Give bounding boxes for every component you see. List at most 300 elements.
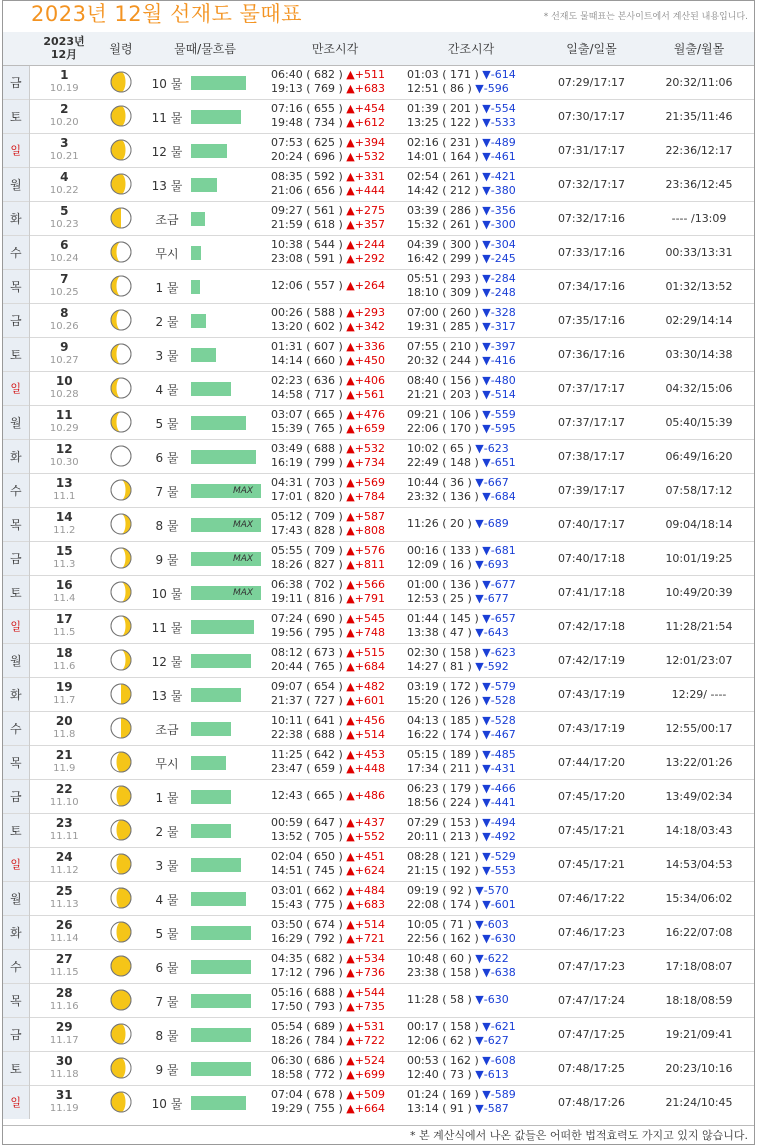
high-tide-delta: ▲+275 bbox=[346, 204, 385, 217]
low-tide-time: 18:10 ( 309 ) bbox=[407, 286, 479, 299]
tide-cell bbox=[143, 235, 267, 269]
low-tide-time: 14:01 ( 164 ) bbox=[407, 150, 479, 163]
low-tide-time: 03:19 ( 172 ) bbox=[407, 680, 479, 693]
high-tide-cell bbox=[267, 405, 403, 439]
high-tide-time: 19:13 ( 769 ) bbox=[271, 82, 343, 95]
low-tide-entry bbox=[407, 993, 539, 1007]
tide-cell bbox=[143, 99, 267, 133]
tide-table bbox=[3, 32, 754, 1119]
high-tide-entry bbox=[271, 374, 403, 388]
sunrise-sunset: 07:37/17:17 bbox=[539, 371, 644, 405]
low-tide-cell bbox=[403, 133, 539, 167]
high-tide-time: 00:59 ( 647 ) bbox=[271, 816, 343, 829]
low-tide-delta: ▼-284 bbox=[482, 272, 516, 285]
table-row bbox=[3, 711, 754, 745]
high-tide-time: 14:58 ( 717 ) bbox=[271, 388, 343, 401]
low-tide-delta: ▼-596 bbox=[475, 82, 509, 95]
flow-bar-track bbox=[191, 76, 263, 90]
low-tide-cell bbox=[403, 677, 539, 711]
low-tide-entry bbox=[407, 150, 539, 164]
moon-phase-cell bbox=[99, 643, 143, 677]
flow-bar-track bbox=[191, 518, 263, 532]
high-tide-entry bbox=[271, 68, 403, 82]
high-tide-entry bbox=[271, 918, 403, 932]
low-tide-time: 23:38 ( 158 ) bbox=[407, 966, 479, 979]
flow-bar bbox=[191, 926, 251, 940]
low-tide-delta: ▼-657 bbox=[482, 612, 516, 625]
day-number: 17 bbox=[55, 612, 73, 626]
header-sun: 일출/일몰 bbox=[539, 32, 644, 65]
lunar-date: 11.17 bbox=[49, 1035, 79, 1046]
day-of-week: 일 bbox=[3, 1085, 29, 1119]
high-tide-time: 07:53 ( 625 ) bbox=[271, 136, 343, 149]
day-of-week: 월 bbox=[3, 881, 29, 915]
high-tide-time: 13:20 ( 602 ) bbox=[271, 320, 343, 333]
tide-cell bbox=[143, 65, 267, 99]
flow-bar-track bbox=[191, 858, 263, 872]
moonrise-moonset: 21:35/11:46 bbox=[644, 99, 754, 133]
low-tide-cell bbox=[403, 881, 539, 915]
day-of-week: 월 bbox=[3, 643, 29, 677]
low-tide-delta: ▼-623 bbox=[482, 646, 516, 659]
high-tide-time: 16:29 ( 792 ) bbox=[271, 932, 343, 945]
high-tide-delta: ▲+453 bbox=[346, 748, 385, 761]
low-tide-delta: ▼-651 bbox=[482, 456, 516, 469]
high-tide-delta: ▲+576 bbox=[346, 544, 385, 557]
high-tide-time: 10:11 ( 641 ) bbox=[271, 714, 343, 727]
high-tide-delta: ▲+509 bbox=[346, 1088, 385, 1102]
high-tide-delta: ▲+544 bbox=[346, 986, 385, 999]
flow-bar-track bbox=[191, 892, 263, 906]
low-tide-delta: ▼-559 bbox=[482, 408, 516, 421]
low-tide-cell bbox=[403, 1051, 539, 1085]
low-tide-entry bbox=[407, 204, 539, 218]
low-tide-entry bbox=[407, 68, 539, 82]
flow-bar-track bbox=[191, 280, 263, 294]
high-tide-delta: ▲+808 bbox=[346, 524, 385, 537]
high-tide-time: 18:26 ( 827 ) bbox=[271, 558, 343, 571]
moon-phase-cell bbox=[99, 507, 143, 541]
table-header-row bbox=[3, 32, 754, 65]
high-tide-entry bbox=[271, 850, 403, 864]
lunar-date: 11.8 bbox=[53, 729, 76, 740]
high-tide-time: 05:55 ( 709 ) bbox=[271, 544, 343, 557]
high-tide-entry bbox=[271, 578, 403, 592]
low-tide-time: 02:30 ( 158 ) bbox=[407, 646, 479, 659]
low-tide-delta: ▼-592 bbox=[475, 660, 509, 673]
flow-bar bbox=[191, 892, 246, 906]
lunar-date: 11.5 bbox=[53, 627, 76, 638]
tide-name: 9 물 bbox=[155, 1062, 179, 1077]
flow-bar-track bbox=[191, 484, 263, 498]
high-tide-entry bbox=[271, 442, 403, 456]
flow-bar-track bbox=[191, 1096, 263, 1110]
low-tide-delta: ▼-480 bbox=[482, 374, 516, 387]
day-number: 3 bbox=[60, 136, 69, 150]
moonrise-moonset: 10:01/19:25 bbox=[644, 541, 754, 575]
high-tide-entry bbox=[271, 279, 403, 293]
low-tide-delta: ▼-684 bbox=[482, 490, 516, 503]
low-tide-time: 15:32 ( 261 ) bbox=[407, 218, 479, 231]
low-tide-delta: ▼-579 bbox=[482, 680, 516, 693]
low-tide-entry bbox=[407, 952, 539, 966]
low-tide-delta: ▼-681 bbox=[482, 544, 516, 557]
low-tide-delta: ▼-667 bbox=[475, 476, 509, 489]
table-row bbox=[3, 303, 754, 337]
flow-bar bbox=[191, 790, 231, 804]
lunar-date: 11.1 bbox=[53, 491, 76, 502]
low-tide-delta: ▼-416 bbox=[482, 354, 516, 367]
low-tide-delta: ▼-492 bbox=[482, 830, 516, 843]
high-tide-delta: ▲+515 bbox=[346, 646, 385, 659]
high-tide-cell bbox=[267, 541, 403, 575]
flow-bar-track bbox=[191, 654, 263, 668]
low-tide-time: 10:02 ( 65 ) bbox=[407, 442, 472, 455]
date-cell bbox=[29, 915, 99, 949]
high-tide-entry bbox=[271, 728, 403, 742]
moonrise-moonset: 17:18/08:07 bbox=[644, 949, 754, 983]
table-row bbox=[3, 99, 754, 133]
high-tide-cell bbox=[267, 65, 403, 99]
sunrise-sunset: 07:47/17:23 bbox=[539, 949, 644, 983]
high-tide-entry bbox=[271, 714, 403, 728]
low-tide-entry bbox=[407, 544, 539, 558]
low-tide-time: 09:19 ( 92 ) bbox=[407, 884, 472, 897]
flow-bar-track bbox=[191, 926, 263, 940]
tide-name: 10 물 bbox=[151, 1096, 183, 1111]
low-tide-delta: ▼-494 bbox=[482, 816, 516, 829]
table-row bbox=[3, 439, 754, 473]
moonrise-moonset: 05:40/15:39 bbox=[644, 405, 754, 439]
moon-phase-cell bbox=[99, 371, 143, 405]
moonrise-moonset: 20:32/11:06 bbox=[644, 65, 754, 99]
moon-phase-icon bbox=[99, 139, 143, 161]
date-cell bbox=[29, 609, 99, 643]
low-tide-time: 14:42 ( 212 ) bbox=[407, 184, 479, 197]
table-row bbox=[3, 1017, 754, 1051]
day-number: 4 bbox=[60, 170, 69, 184]
table-row bbox=[3, 405, 754, 439]
header-low: 간조시각 bbox=[403, 32, 539, 65]
high-tide-entry bbox=[271, 864, 403, 878]
flow-bar bbox=[191, 246, 201, 260]
moonrise-moonset: 10:49/20:39 bbox=[644, 575, 754, 609]
date-cell bbox=[29, 983, 99, 1017]
high-tide-entry bbox=[271, 422, 403, 436]
day-number: 27 bbox=[55, 952, 73, 966]
low-tide-time: 16:22 ( 174 ) bbox=[407, 728, 479, 741]
low-tide-delta: ▼-621 bbox=[482, 1020, 516, 1033]
table-row bbox=[3, 779, 754, 813]
high-tide-entry bbox=[271, 116, 403, 130]
low-tide-entry bbox=[407, 1068, 539, 1082]
low-tide-cell bbox=[403, 65, 539, 99]
high-tide-entry bbox=[271, 306, 403, 320]
moon-phase-icon bbox=[99, 207, 143, 229]
sunrise-sunset: 07:42/17:19 bbox=[539, 643, 644, 677]
low-tide-entry bbox=[407, 238, 539, 252]
lunar-date: 10.30 bbox=[49, 457, 79, 468]
max-label: MAX bbox=[233, 588, 254, 598]
high-tide-entry bbox=[271, 762, 403, 776]
moonrise-moonset: 06:49/16:20 bbox=[644, 439, 754, 473]
low-tide-time: 11:28 ( 58 ) bbox=[407, 993, 472, 1006]
high-tide-cell bbox=[267, 881, 403, 915]
high-tide-cell bbox=[267, 609, 403, 643]
moon-phase-cell bbox=[99, 201, 143, 235]
high-tide-time: 02:04 ( 650 ) bbox=[271, 850, 343, 863]
high-tide-cell bbox=[267, 269, 403, 303]
low-tide-delta: ▼-528 bbox=[482, 694, 516, 707]
date-cell bbox=[29, 643, 99, 677]
high-tide-entry bbox=[271, 204, 403, 218]
sunrise-sunset: 07:45/17:21 bbox=[539, 847, 644, 881]
tide-cell bbox=[143, 881, 267, 915]
low-tide-time: 07:29 ( 153 ) bbox=[407, 816, 479, 829]
low-tide-delta: ▼-627 bbox=[475, 1034, 509, 1047]
low-tide-entry bbox=[407, 442, 539, 456]
moon-phase-cell bbox=[99, 439, 143, 473]
high-tide-entry bbox=[271, 320, 403, 334]
day-number: 7 bbox=[60, 272, 69, 286]
day-number: 28 bbox=[55, 986, 73, 1000]
date-cell bbox=[29, 337, 99, 371]
high-tide-entry bbox=[271, 558, 403, 572]
high-tide-entry bbox=[271, 136, 403, 150]
table-row bbox=[3, 65, 754, 99]
low-tide-entry bbox=[407, 694, 539, 708]
sunrise-sunset: 07:35/17:16 bbox=[539, 303, 644, 337]
table-row bbox=[3, 813, 754, 847]
low-tide-time: 08:28 ( 121 ) bbox=[407, 850, 479, 863]
moonrise-moonset: 18:18/08:59 bbox=[644, 983, 754, 1017]
tide-name: 3 물 bbox=[155, 858, 179, 873]
day-of-week: 금 bbox=[3, 1017, 29, 1051]
low-tide-entry bbox=[407, 184, 539, 198]
low-tide-time: 16:42 ( 299 ) bbox=[407, 252, 479, 265]
low-tide-cell bbox=[403, 99, 539, 133]
high-tide-delta: ▲+552 bbox=[346, 830, 385, 843]
flow-bar-track bbox=[191, 144, 263, 158]
high-tide-cell bbox=[267, 507, 403, 541]
date-cell bbox=[29, 473, 99, 507]
low-tide-cell bbox=[403, 507, 539, 541]
low-tide-delta: ▼-587 bbox=[475, 1102, 509, 1116]
moon-phase-cell bbox=[99, 1051, 143, 1085]
date-cell bbox=[29, 711, 99, 745]
tide-cell bbox=[143, 813, 267, 847]
high-tide-entry bbox=[271, 966, 403, 980]
moonrise-moonset: 20:23/10:16 bbox=[644, 1051, 754, 1085]
high-tide-cell bbox=[267, 949, 403, 983]
tide-cell bbox=[143, 745, 267, 779]
low-tide-time: 14:27 ( 81 ) bbox=[407, 660, 472, 673]
moon-phase-cell bbox=[99, 949, 143, 983]
header-date-year: 2023년 bbox=[43, 35, 85, 49]
low-tide-time: 12:40 ( 73 ) bbox=[407, 1068, 472, 1081]
high-tide-entry bbox=[271, 170, 403, 184]
flow-bar-track bbox=[191, 1062, 263, 1076]
sunrise-sunset: 07:38/17:17 bbox=[539, 439, 644, 473]
high-tide-delta: ▲+684 bbox=[346, 660, 385, 673]
flow-bar bbox=[191, 416, 246, 430]
low-tide-delta: ▼-466 bbox=[482, 782, 516, 795]
moon-phase-cell bbox=[99, 167, 143, 201]
low-tide-cell bbox=[403, 711, 539, 745]
high-tide-time: 17:01 ( 820 ) bbox=[271, 490, 343, 503]
moonrise-moonset: 09:04/18:14 bbox=[644, 507, 754, 541]
low-tide-delta: ▼-570 bbox=[475, 884, 509, 897]
moon-phase-icon bbox=[99, 547, 143, 569]
lunar-date: 10.25 bbox=[49, 287, 79, 298]
tide-name: 6 물 bbox=[155, 960, 179, 975]
date-cell bbox=[29, 303, 99, 337]
flow-bar-track bbox=[191, 586, 263, 600]
low-tide-cell bbox=[403, 541, 539, 575]
day-number: 19 bbox=[55, 680, 73, 694]
date-cell bbox=[29, 439, 99, 473]
flow-bar-track bbox=[191, 994, 263, 1008]
date-cell bbox=[29, 405, 99, 439]
moon-phase-icon bbox=[99, 513, 143, 535]
high-tide-time: 15:43 ( 775 ) bbox=[271, 898, 343, 911]
sunrise-sunset: 07:45/17:20 bbox=[539, 779, 644, 813]
day-number: 24 bbox=[55, 850, 73, 864]
sunrise-sunset: 07:43/17:19 bbox=[539, 677, 644, 711]
table-row bbox=[3, 235, 754, 269]
low-tide-entry bbox=[407, 966, 539, 980]
low-tide-cell bbox=[403, 405, 539, 439]
date-cell bbox=[29, 235, 99, 269]
day-of-week: 금 bbox=[3, 541, 29, 575]
tide-name: 4 물 bbox=[155, 382, 179, 397]
low-tide-time: 22:49 ( 148 ) bbox=[407, 456, 479, 469]
day-number: 13 bbox=[55, 476, 73, 490]
high-tide-delta: ▲+721 bbox=[346, 932, 385, 945]
high-tide-delta: ▲+336 bbox=[346, 340, 385, 353]
date-cell bbox=[29, 167, 99, 201]
low-tide-cell bbox=[403, 337, 539, 371]
table-row bbox=[3, 1051, 754, 1085]
flow-bar bbox=[191, 620, 254, 634]
table-row bbox=[3, 609, 754, 643]
low-tide-delta: ▼-553 bbox=[482, 864, 516, 877]
low-tide-cell bbox=[403, 439, 539, 473]
low-tide-delta: ▼-304 bbox=[482, 238, 516, 251]
table-row bbox=[3, 915, 754, 949]
tide-name: 13 물 bbox=[151, 178, 183, 193]
tide-cell bbox=[143, 711, 267, 745]
moon-phase-cell bbox=[99, 847, 143, 881]
table-row bbox=[3, 167, 754, 201]
low-tide-delta: ▼-431 bbox=[482, 762, 516, 775]
high-tide-delta: ▲+482 bbox=[346, 680, 385, 693]
high-tide-time: 03:50 ( 674 ) bbox=[271, 918, 343, 931]
moonrise-moonset: 12:01/23:07 bbox=[644, 643, 754, 677]
sunrise-sunset: 07:40/17:17 bbox=[539, 507, 644, 541]
high-tide-entry bbox=[271, 816, 403, 830]
high-tide-delta: ▲+532 bbox=[346, 442, 385, 455]
high-tide-delta: ▲+293 bbox=[346, 306, 385, 319]
high-tide-entry bbox=[271, 524, 403, 538]
high-tide-time: 12:43 ( 665 ) bbox=[271, 789, 343, 802]
tide-name: 11 물 bbox=[151, 620, 183, 635]
day-number: 25 bbox=[55, 884, 73, 898]
day-of-week: 토 bbox=[3, 1051, 29, 1085]
tide-name: 12 물 bbox=[151, 654, 183, 669]
high-tide-delta: ▲+748 bbox=[346, 626, 385, 639]
day-of-week: 수 bbox=[3, 235, 29, 269]
moon-phase-cell bbox=[99, 99, 143, 133]
title-bar bbox=[3, 1, 754, 31]
high-tide-entry bbox=[271, 789, 403, 803]
moon-phase-cell bbox=[99, 609, 143, 643]
flow-bar bbox=[191, 382, 231, 396]
day-number: 26 bbox=[55, 918, 73, 932]
low-tide-cell bbox=[403, 201, 539, 235]
lunar-date: 10.29 bbox=[49, 423, 79, 434]
table-row bbox=[3, 541, 754, 575]
low-tide-time: 22:56 ( 162 ) bbox=[407, 932, 479, 945]
day-number: 29 bbox=[55, 1020, 73, 1034]
date-cell bbox=[29, 779, 99, 813]
high-tide-entry bbox=[271, 354, 403, 368]
top-note: * 선재도 물때표는 본사이트에서 계산된 내용입니다. bbox=[543, 12, 748, 22]
moonrise-moonset: 11:28/21:54 bbox=[644, 609, 754, 643]
low-tide-time: 12:53 ( 25 ) bbox=[407, 592, 472, 605]
low-tide-delta: ▼-421 bbox=[482, 170, 516, 183]
low-tide-time: 07:00 ( 260 ) bbox=[407, 306, 479, 319]
lunar-date: 11.9 bbox=[53, 763, 76, 774]
high-tide-cell bbox=[267, 1017, 403, 1051]
high-tide-entry bbox=[271, 694, 403, 708]
lunar-date: 10.27 bbox=[49, 355, 79, 366]
tide-name: 조금 bbox=[155, 212, 179, 227]
high-tide-time: 09:27 ( 561 ) bbox=[271, 204, 343, 217]
low-tide-entry bbox=[407, 646, 539, 660]
day-of-week: 일 bbox=[3, 847, 29, 881]
tide-cell bbox=[143, 983, 267, 1017]
tide-name: 8 물 bbox=[155, 518, 179, 533]
lunar-date: 11.18 bbox=[49, 1069, 79, 1080]
high-tide-cell bbox=[267, 813, 403, 847]
table-row bbox=[3, 575, 754, 609]
low-tide-entry bbox=[407, 422, 539, 436]
low-tide-cell bbox=[403, 915, 539, 949]
flow-bar-track bbox=[191, 450, 263, 464]
moon-phase-icon bbox=[99, 1091, 143, 1113]
date-cell bbox=[29, 575, 99, 609]
high-tide-delta: ▲+456 bbox=[346, 714, 385, 727]
high-tide-delta: ▲+683 bbox=[346, 898, 385, 911]
flow-bar-track bbox=[191, 1028, 263, 1042]
moon-phase-icon bbox=[99, 615, 143, 637]
low-tide-time: 07:55 ( 210 ) bbox=[407, 340, 479, 353]
tide-name: 5 물 bbox=[155, 416, 179, 431]
low-tide-delta: ▼-461 bbox=[482, 150, 516, 163]
high-tide-delta: ▲+342 bbox=[346, 320, 385, 333]
low-tide-entry bbox=[407, 354, 539, 368]
low-tide-time: 15:20 ( 126 ) bbox=[407, 694, 479, 707]
high-tide-entry bbox=[271, 830, 403, 844]
flow-bar-track bbox=[191, 960, 263, 974]
tide-name: 5 물 bbox=[155, 926, 179, 941]
tide-cell bbox=[143, 133, 267, 167]
day-number: 2 bbox=[60, 102, 69, 116]
tide-table-frame bbox=[2, 0, 755, 1145]
high-tide-entry bbox=[271, 1000, 403, 1014]
high-tide-delta: ▲+659 bbox=[346, 422, 385, 435]
